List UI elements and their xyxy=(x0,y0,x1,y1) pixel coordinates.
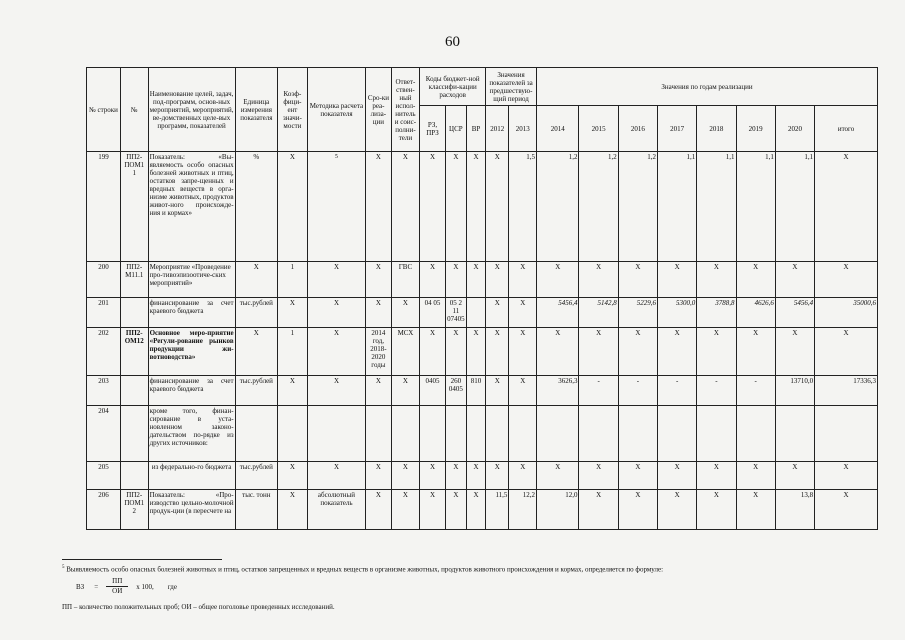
cell-2012: Х xyxy=(486,262,509,298)
cell-2015: 1,2 xyxy=(579,152,618,262)
cell-2012: Х xyxy=(486,152,509,262)
cell-name: из федерально-го бюджета xyxy=(148,462,235,490)
cell-2015: Х xyxy=(579,262,618,298)
cell-row-number: 203 xyxy=(87,376,121,406)
cell-total: 17336,3 xyxy=(815,376,878,406)
cell-method: Х xyxy=(307,462,365,490)
cell-method xyxy=(307,406,365,462)
cell-2017: Х xyxy=(658,462,697,490)
cell-csr: Х xyxy=(445,490,466,530)
cell-2018: Х xyxy=(697,328,736,376)
footnote-text xyxy=(62,563,663,574)
cell-2017: 5300,0 xyxy=(658,298,697,328)
header-coefficient: Коэф-фици-ент значи-мости xyxy=(278,68,308,152)
table-row xyxy=(87,406,878,462)
cell-total: Х xyxy=(815,152,878,262)
cell-2019: 1,1 xyxy=(736,152,775,262)
cell-2017: - xyxy=(658,376,697,406)
header-budget-codes: Коды бюджет-ной классифи-кации расходов xyxy=(420,68,486,106)
cell-2013: 12,2 xyxy=(509,490,537,530)
header-rz: РЗ, ПРЗ xyxy=(420,106,445,152)
cell-2019 xyxy=(736,406,775,462)
cell-2020: 5456,4 xyxy=(775,298,814,328)
cell-2020: Х xyxy=(775,262,814,298)
cell-2012: Х xyxy=(486,462,509,490)
header-2015: 2015 xyxy=(579,106,618,152)
cell-2019: 4626,6 xyxy=(736,298,775,328)
header-csr: ЦСР xyxy=(445,106,466,152)
cell-csr: Х xyxy=(445,152,466,262)
cell-rz: Х xyxy=(420,462,445,490)
cell-method: Х xyxy=(307,298,365,328)
header-terms: Сро-ки реа-лиза-ции xyxy=(366,68,391,152)
header-responsible: Ответ-ствен-ный испол-нитель и соис-полни-тели xyxy=(391,68,420,152)
formula-rhs: х 100, xyxy=(136,582,154,591)
header-2014: 2014 xyxy=(537,106,579,152)
cell-rz: Х xyxy=(420,328,445,376)
cell-2017: Х xyxy=(658,490,697,530)
cell-csr: Х xyxy=(445,328,466,376)
cell-2013: Х xyxy=(509,462,537,490)
cell-terms xyxy=(366,406,391,462)
cell-responsible: ГВС xyxy=(391,262,420,298)
cell-terms: 2014 год, 2018-2020 годы xyxy=(366,328,391,376)
cell-2020: Х xyxy=(775,328,814,376)
cell-2012 xyxy=(486,406,509,462)
cell-csr: Х xyxy=(445,462,466,490)
formula-where: где xyxy=(167,582,177,591)
page-number: 60 xyxy=(445,34,460,50)
cell-2014: 5456,4 xyxy=(537,298,579,328)
cell-coefficient: 1 xyxy=(278,328,308,376)
cell-unit: Х xyxy=(235,262,277,298)
cell-coefficient: Х xyxy=(278,298,308,328)
formula-numerator: ПП xyxy=(106,577,128,587)
cell-unit: % xyxy=(235,152,277,262)
cell-vr: Х xyxy=(466,490,485,530)
table-row xyxy=(87,152,878,262)
header-total: итого xyxy=(815,106,878,152)
cell-code: ПП2-ПОМ1 2 xyxy=(120,490,148,530)
cell-coefficient: Х xyxy=(278,152,308,262)
cell-2016: 1,2 xyxy=(618,152,657,262)
cell-2020 xyxy=(775,406,814,462)
cell-2018: Х xyxy=(697,262,736,298)
cell-total: Х xyxy=(815,262,878,298)
cell-responsible: Х xyxy=(391,152,420,262)
cell-rz: Х xyxy=(420,490,445,530)
cell-row-number: 199 xyxy=(87,152,121,262)
cell-2015: Х xyxy=(579,490,618,530)
cell-code xyxy=(120,406,148,462)
cell-coefficient: Х xyxy=(278,490,308,530)
cell-2014 xyxy=(537,406,579,462)
cell-2015: Х xyxy=(579,328,618,376)
cell-code xyxy=(120,298,148,328)
cell-vr: Х xyxy=(466,328,485,376)
cell-2014: 3626,3 xyxy=(537,376,579,406)
cell-2019: - xyxy=(736,376,775,406)
cell-total: Х xyxy=(815,328,878,376)
cell-2016: Х xyxy=(618,328,657,376)
header-2019: 2019 xyxy=(736,106,775,152)
cell-2015: Х xyxy=(579,462,618,490)
cell-csr: 05 2 11 07405 xyxy=(445,298,466,328)
cell-2016: Х xyxy=(618,490,657,530)
cell-name: Основное меро-приятие «Регули-рование рынков продукции жи-вотноводства» xyxy=(148,328,235,376)
cell-responsible: МСХ xyxy=(391,328,420,376)
cell-2012: Х xyxy=(486,298,509,328)
footnote-ref: 5 xyxy=(335,154,338,160)
formula xyxy=(76,577,177,596)
cell-name: финансирование за счет краевого бюджета xyxy=(148,376,235,406)
cell-csr: Х xyxy=(445,262,466,298)
cell-terms: Х xyxy=(366,298,391,328)
cell-2013: Х xyxy=(509,376,537,406)
cell-row-number: 205 xyxy=(87,462,121,490)
cell-responsible: Х xyxy=(391,376,420,406)
header-code: № xyxy=(120,68,148,152)
cell-code xyxy=(120,462,148,490)
cell-rz: 0405 xyxy=(420,376,445,406)
cell-rz xyxy=(420,406,445,462)
table-row xyxy=(87,262,878,298)
cell-2018: 3788,8 xyxy=(697,298,736,328)
cell-unit: тыс.рублей xyxy=(235,298,277,328)
cell-code: ПП2-ОМ12 xyxy=(120,328,148,376)
cell-vr: Х xyxy=(466,152,485,262)
cell-2017: 1,1 xyxy=(658,152,697,262)
cell-2018 xyxy=(697,406,736,462)
program-table xyxy=(86,67,878,530)
cell-name: финансирование за счет краевого бюджета xyxy=(148,298,235,328)
cell-coefficient xyxy=(278,406,308,462)
cell-2013 xyxy=(509,406,537,462)
cell-vr: 810 xyxy=(466,376,485,406)
cell-2019: Х xyxy=(736,328,775,376)
cell-terms: Х xyxy=(366,262,391,298)
cell-terms: Х xyxy=(366,376,391,406)
cell-method: Х xyxy=(307,262,365,298)
cell-2016: 5229,6 xyxy=(618,298,657,328)
cell-2018: 1,1 xyxy=(697,152,736,262)
header-2018: 2018 xyxy=(697,106,736,152)
table-row xyxy=(87,328,878,376)
cell-2016: Х xyxy=(618,262,657,298)
cell-rz: 04 05 xyxy=(420,298,445,328)
cell-2017 xyxy=(658,406,697,462)
cell-method: Х xyxy=(307,376,365,406)
cell-2014: 12,0 xyxy=(537,490,579,530)
cell-unit: тыс. тонн xyxy=(235,490,277,530)
cell-total: 35000,6 xyxy=(815,298,878,328)
cell-2013: Х xyxy=(509,298,537,328)
table-row xyxy=(87,490,878,530)
cell-row-number: 200 xyxy=(87,262,121,298)
cell-row-number: 206 xyxy=(87,490,121,530)
cell-unit: Х xyxy=(235,328,277,376)
cell-2012: 11,5 xyxy=(486,490,509,530)
cell-2013: Х xyxy=(509,328,537,376)
footnote-body: Выявляемость особо опасных болезней животных и птиц, остатков запрещенных и вредных веществ в организме животных, продуктов животного происхождения и кормах, определяется по формуле: xyxy=(66,565,664,574)
cell-2015: - xyxy=(579,376,618,406)
cell-terms: Х xyxy=(366,490,391,530)
cell-2014: Х xyxy=(537,262,579,298)
cell-2014: Х xyxy=(537,462,579,490)
cell-2018: Х xyxy=(697,490,736,530)
header-2013: 2013 xyxy=(509,106,537,152)
cell-unit: тыс.рублей xyxy=(235,462,277,490)
cell-name: Показатель: «Про-изводство цельно-молочной продук-ции (в пересчете на xyxy=(148,490,235,530)
header-name: Наименование целей, задач, под-программ, основ-ных мероприятий, мероприятий, ве-домственных целе-вых программ, показателей xyxy=(148,68,235,152)
cell-name: Показатель: «Вы-являемость особо опасных болезней животных и птиц, остатков запре-щенных и вредных веществ в орга-низме животных, продуктов живот-ного происхожде-ния и кормах» xyxy=(148,152,235,262)
cell-vr: Х xyxy=(466,462,485,490)
cell-method: Х xyxy=(307,328,365,376)
table-row xyxy=(87,298,878,328)
footnote-mark: 5 xyxy=(62,565,65,570)
cell-2017: Х xyxy=(658,262,697,298)
cell-vr: Х xyxy=(466,262,485,298)
cell-name: Мероприятие «Проведение про-тивоэпизоотиче-ских мероприятий» xyxy=(148,262,235,298)
cell-2016 xyxy=(618,406,657,462)
cell-coefficient: Х xyxy=(278,462,308,490)
cell-responsible: Х xyxy=(391,490,420,530)
header-vr: ВР xyxy=(466,106,485,152)
cell-unit: тыс.рублей xyxy=(235,376,277,406)
cell-vr xyxy=(466,298,485,328)
cell-2017: Х xyxy=(658,328,697,376)
cell-responsible xyxy=(391,406,420,462)
cell-2013: 1,5 xyxy=(509,152,537,262)
cell-name: кроме того, финан-сирование в уста-новленном законо-дательством по-рядке из других источников: xyxy=(148,406,235,462)
cell-2012: Х xyxy=(486,328,509,376)
header-unit: Единица измерения показателя xyxy=(235,68,277,152)
cell-2013: Х xyxy=(509,262,537,298)
formula-denominator: ОИ xyxy=(112,587,123,595)
cell-2015: 5142,8 xyxy=(579,298,618,328)
cell-row-number: 204 xyxy=(87,406,121,462)
cell-2016: Х xyxy=(618,462,657,490)
cell-coefficient: 1 xyxy=(278,262,308,298)
cell-2019: Х xyxy=(736,490,775,530)
cell-2018: - xyxy=(697,376,736,406)
header-row-number: № строки xyxy=(87,68,121,152)
cell-2018: Х xyxy=(697,462,736,490)
cell-2016: - xyxy=(618,376,657,406)
cell-coefficient: Х xyxy=(278,376,308,406)
cell-responsible: Х xyxy=(391,298,420,328)
formula-lhs: ВЗ xyxy=(76,582,85,591)
cell-method xyxy=(307,152,365,262)
cell-terms: Х xyxy=(366,462,391,490)
cell-2020: 1,1 xyxy=(775,152,814,262)
header-values-by-years: Значения по годам реализации xyxy=(537,68,878,106)
cell-unit xyxy=(235,406,277,462)
cell-total xyxy=(815,406,878,462)
formula-fraction xyxy=(106,577,128,596)
cell-2020: Х xyxy=(775,462,814,490)
cell-code: ПП2-М11.1 xyxy=(120,262,148,298)
cell-2012: Х xyxy=(486,376,509,406)
cell-2014: 1,2 xyxy=(537,152,579,262)
header-method: Методика расчета показателя xyxy=(307,68,365,152)
cell-2014: Х xyxy=(537,328,579,376)
cell-total: Х xyxy=(815,462,878,490)
cell-code xyxy=(120,376,148,406)
cell-terms: Х xyxy=(366,152,391,262)
footnote-separator xyxy=(62,559,222,560)
header-2016: 2016 xyxy=(618,106,657,152)
cell-2019: Х xyxy=(736,262,775,298)
cell-rz: Х xyxy=(420,262,445,298)
formula-equals: = xyxy=(94,582,99,591)
cell-vr xyxy=(466,406,485,462)
cell-row-number: 201 xyxy=(87,298,121,328)
cell-2020: 13,8 xyxy=(775,490,814,530)
cell-method: абсолютный показатель xyxy=(307,490,365,530)
cell-row-number: 202 xyxy=(87,328,121,376)
table-row xyxy=(87,462,878,490)
header-2017: 2017 xyxy=(658,106,697,152)
footnote-legend: ПП – количество положительных проб; ОИ – общее поголовье проведенных исследований. xyxy=(62,603,335,611)
header-2012: 2012 xyxy=(486,106,509,152)
table-row xyxy=(87,376,878,406)
cell-responsible: Х xyxy=(391,462,420,490)
cell-2020: 13710,0 xyxy=(775,376,814,406)
header-previous-period: Значения показателей за предшествую-щий период xyxy=(486,68,537,106)
cell-rz: Х xyxy=(420,152,445,262)
header-2020: 2020 xyxy=(775,106,814,152)
cell-2019: Х xyxy=(736,462,775,490)
cell-code: ПП2-ПОМ1 1 xyxy=(120,152,148,262)
cell-2015 xyxy=(579,406,618,462)
cell-csr xyxy=(445,406,466,462)
cell-csr: 260 0405 xyxy=(445,376,466,406)
cell-total: Х xyxy=(815,490,878,530)
